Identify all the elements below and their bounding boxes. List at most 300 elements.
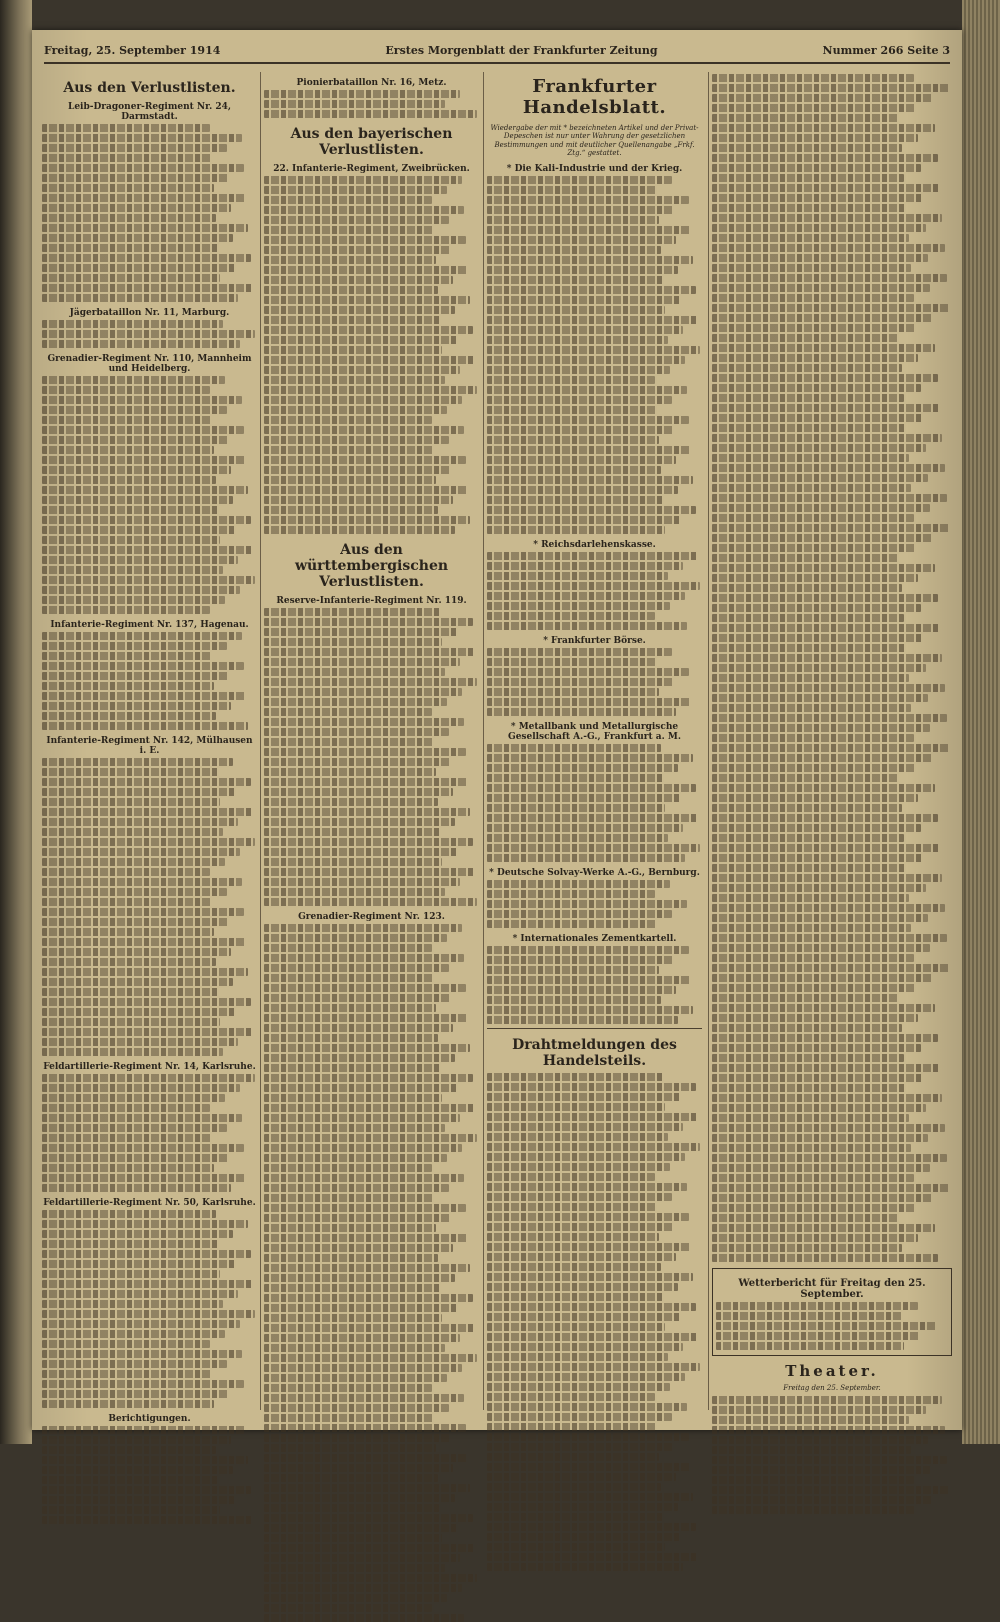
text-line	[264, 1104, 475, 1112]
section-heading: Feldartillerie-Regiment Nr. 14, Karlsruhe.	[43, 1062, 256, 1072]
text-line	[712, 344, 935, 352]
text-line	[487, 562, 683, 570]
article-heading: * Reichsdarlehenskasse.	[533, 539, 656, 550]
text-line	[42, 1300, 223, 1308]
section-heading: Pionierbataillon Nr. 16, Metz.	[296, 78, 447, 88]
text-line	[42, 1154, 229, 1162]
text-line	[264, 848, 458, 856]
text-line	[42, 396, 242, 404]
text-block	[42, 758, 257, 1056]
text-line	[712, 544, 916, 552]
text-line	[264, 1404, 449, 1412]
text-line	[712, 1104, 926, 1112]
text-line	[42, 486, 248, 494]
text-line	[42, 1104, 210, 1112]
section-heading: Infanterie-Regiment Nr. 142, Mülhausen i. E.	[46, 736, 253, 756]
text-line	[712, 954, 914, 962]
text-line	[264, 1234, 468, 1242]
text-line	[487, 426, 674, 434]
text-line	[712, 194, 923, 202]
text-line	[487, 1353, 668, 1361]
text-line	[264, 974, 434, 982]
text-line	[487, 186, 657, 194]
text-line	[712, 734, 914, 742]
text-line	[42, 768, 218, 776]
text-line	[264, 416, 432, 424]
article-heading: * Internationales Zementkartell.	[512, 933, 677, 944]
text-line	[264, 718, 464, 726]
text-line	[712, 1084, 906, 1092]
text-line	[264, 1084, 458, 1092]
text-line	[264, 1504, 440, 1512]
text-line	[42, 596, 225, 604]
text-line	[487, 1243, 691, 1251]
section-heading: Grenadier-Regiment Nr. 110, Mannheim und Heidelberg.	[47, 354, 252, 374]
text-line	[264, 924, 462, 932]
text-line	[264, 316, 440, 324]
text-line	[264, 336, 458, 344]
column-rule	[708, 72, 709, 1410]
text-block	[264, 608, 479, 906]
text-line	[264, 266, 468, 274]
text-line	[264, 888, 445, 896]
text-line	[712, 684, 945, 692]
text-line	[264, 376, 445, 384]
text-line	[264, 808, 470, 816]
text-line	[42, 1260, 236, 1268]
text-line	[712, 214, 942, 222]
text-line	[487, 1563, 683, 1571]
text-line	[712, 1014, 918, 1022]
text-line	[42, 878, 242, 886]
text-line	[712, 334, 899, 342]
text-line	[487, 814, 698, 822]
text-line	[487, 1123, 683, 1131]
text-line	[42, 204, 231, 212]
text-line	[712, 354, 918, 362]
text-line	[712, 124, 935, 132]
text-line	[487, 1373, 685, 1381]
text-line	[487, 1383, 670, 1391]
text-line	[487, 1453, 659, 1461]
text-line	[712, 1024, 902, 1032]
text-line	[487, 1403, 687, 1411]
text-line	[487, 552, 698, 560]
text-line	[42, 406, 227, 414]
text-line	[42, 426, 244, 434]
bavarian-losses-title: Aus den bayerischen Verlustlisten.	[290, 126, 453, 158]
text-line	[487, 1253, 676, 1261]
text-line	[487, 880, 670, 888]
text-line	[264, 758, 451, 766]
theater-title: Theater.	[785, 1362, 879, 1380]
text-line	[264, 1604, 432, 1612]
text-line	[42, 1360, 227, 1368]
text-line	[712, 234, 909, 242]
text-line	[264, 1024, 453, 1032]
text-line	[712, 274, 947, 282]
text-line	[712, 1114, 909, 1122]
text-line	[712, 714, 947, 722]
text-line	[487, 1523, 696, 1531]
text-line	[712, 674, 909, 682]
text-line	[264, 748, 466, 756]
text-line	[42, 446, 214, 454]
text-line	[487, 346, 700, 354]
text-line	[487, 784, 696, 792]
text-line	[712, 1034, 938, 1042]
text-line	[264, 1414, 434, 1422]
text-line	[42, 1496, 236, 1504]
text-line	[42, 576, 255, 584]
text-line	[716, 1332, 920, 1340]
text-line	[42, 928, 214, 936]
text-line	[42, 988, 218, 996]
text-line	[712, 504, 930, 512]
text-line	[712, 164, 921, 172]
text-line	[712, 864, 906, 872]
text-line	[487, 1493, 693, 1501]
text-line	[42, 712, 216, 720]
text-line	[487, 196, 689, 204]
text-line	[712, 484, 911, 492]
text-line	[264, 1164, 432, 1172]
text-line	[712, 694, 928, 702]
text-line	[712, 1064, 940, 1072]
text-line	[42, 476, 216, 484]
text-line	[487, 1433, 689, 1441]
text-line	[487, 1473, 676, 1481]
text-line	[264, 1474, 438, 1482]
text-line	[42, 1220, 248, 1228]
text-line	[487, 276, 663, 284]
text-line	[264, 1124, 445, 1132]
text-line	[487, 1173, 655, 1181]
text-line	[487, 824, 683, 832]
text-line	[264, 246, 451, 254]
text-line	[487, 456, 676, 464]
text-line	[487, 794, 681, 802]
text-line	[712, 284, 930, 292]
text-line	[487, 890, 655, 898]
text-line	[487, 804, 665, 812]
text-line	[264, 366, 460, 374]
text-line	[712, 554, 899, 562]
text-line	[487, 246, 661, 254]
text-line	[712, 404, 940, 412]
text-line	[42, 908, 244, 916]
text-line	[42, 566, 223, 574]
text-block	[264, 90, 479, 118]
text-line	[712, 1044, 921, 1052]
text-line	[487, 602, 670, 610]
text-line	[487, 1083, 696, 1091]
text-line	[712, 584, 902, 592]
text-line	[264, 1334, 460, 1342]
text-line	[42, 1174, 246, 1182]
text-line	[487, 854, 685, 862]
text-line	[712, 784, 935, 792]
text-line	[712, 324, 916, 332]
text-line	[712, 884, 926, 892]
text-line	[487, 1093, 681, 1101]
text-line	[712, 624, 940, 632]
section-heading: Jägerbataillon Nr. 11, Marburg.	[69, 308, 230, 318]
masthead-paper: Erstes Morgenblatt der Frankfurter Zeitung	[385, 44, 658, 57]
text-line	[487, 1503, 678, 1511]
text-line	[264, 1254, 438, 1262]
text-line	[264, 1224, 436, 1232]
text-line	[487, 1006, 693, 1014]
text-line	[42, 134, 242, 142]
text-line	[712, 944, 930, 952]
text-line	[264, 226, 434, 234]
text-line	[264, 1014, 468, 1022]
text-line	[42, 1436, 231, 1444]
text-line	[264, 1094, 442, 1102]
text-line	[42, 506, 218, 514]
text-line	[487, 1343, 683, 1351]
text-line	[264, 1154, 447, 1162]
text-line	[264, 176, 462, 184]
text-line	[712, 184, 940, 192]
column-1	[42, 72, 257, 1424]
text-line	[712, 394, 904, 402]
text-line	[264, 738, 434, 746]
text-line	[264, 1584, 462, 1592]
text-line	[712, 1144, 911, 1152]
text-line	[487, 612, 655, 620]
text-line	[264, 1264, 470, 1272]
text-line	[712, 764, 916, 772]
text-line	[712, 1506, 916, 1514]
text-line	[487, 744, 661, 752]
text-line	[487, 436, 659, 444]
text-line	[487, 1543, 665, 1551]
text-line	[716, 1322, 936, 1330]
text-line	[264, 296, 470, 304]
text-line	[487, 1153, 685, 1161]
text-line	[712, 1416, 909, 1424]
text-line	[264, 1384, 432, 1392]
text-line	[264, 818, 455, 826]
text-line	[487, 176, 672, 184]
text-line	[487, 764, 678, 772]
text-line	[42, 546, 253, 554]
text-line	[42, 436, 229, 444]
text-line	[487, 1483, 661, 1491]
text-line	[712, 1244, 902, 1252]
text-line	[487, 844, 700, 852]
text-line	[42, 526, 236, 534]
text-line	[264, 1454, 468, 1462]
text-line	[487, 1553, 698, 1561]
text-line	[42, 124, 210, 132]
text-line	[42, 224, 248, 232]
text-line	[712, 1486, 950, 1494]
text-line	[487, 1513, 663, 1521]
text-line	[712, 974, 933, 982]
article-heading: * Deutsche Solvay-Werke A.-G., Bernburg.	[489, 867, 700, 878]
text-line	[264, 608, 440, 616]
text-line	[487, 1283, 678, 1291]
text-line	[42, 1184, 231, 1192]
wuerttemberg-losses-title: Aus den württembergischen Verlustlisten.	[294, 542, 449, 590]
text-line	[487, 698, 691, 706]
text-line	[42, 1280, 253, 1288]
text-line	[712, 804, 902, 812]
text-line	[264, 100, 445, 108]
text-line	[42, 1114, 242, 1122]
text-line	[712, 1234, 918, 1242]
text-line	[42, 1230, 233, 1238]
text-line	[42, 1506, 220, 1514]
text-line	[487, 1333, 698, 1341]
text-line	[264, 326, 473, 334]
text-block	[42, 1210, 257, 1408]
text-line	[42, 184, 214, 192]
text-line	[42, 1340, 210, 1348]
text-line	[487, 386, 687, 394]
text-block	[42, 632, 257, 730]
text-line	[712, 854, 923, 862]
text-line	[712, 424, 906, 432]
text-line	[42, 1476, 218, 1484]
text-line	[712, 644, 906, 652]
text-block	[42, 320, 257, 348]
text-line	[487, 1443, 674, 1451]
text-line	[712, 1134, 928, 1142]
text-line	[712, 364, 902, 372]
text-line	[487, 466, 661, 474]
text-line	[487, 986, 676, 994]
text-line	[264, 1514, 473, 1522]
text-line	[712, 984, 916, 992]
text-line	[42, 978, 233, 986]
masthead	[44, 44, 950, 64]
text-line	[42, 918, 229, 926]
masthead-date: Freitag, 25. September 1914	[44, 44, 221, 57]
text-line	[42, 284, 253, 292]
text-line	[487, 1213, 689, 1221]
text-line	[712, 1164, 930, 1172]
text-line	[264, 446, 434, 454]
text-line	[487, 206, 674, 214]
text-line	[487, 668, 689, 676]
text-line	[42, 1426, 246, 1434]
text-line	[264, 1434, 451, 1442]
text-block	[487, 648, 702, 716]
text-line	[712, 1154, 947, 1162]
text-line	[42, 818, 238, 826]
text-line	[487, 216, 659, 224]
text-block	[42, 1074, 257, 1192]
text-line	[42, 1038, 238, 1046]
text-line	[264, 90, 460, 98]
telegrams-title: Drahtmeldungen des Handelsteils.	[512, 1036, 677, 1069]
text-line	[712, 104, 916, 112]
text-line	[712, 1406, 926, 1414]
text-line	[42, 642, 227, 650]
text-line	[42, 1390, 229, 1398]
text-line	[712, 604, 921, 612]
text-line	[712, 434, 942, 442]
text-line	[264, 356, 475, 364]
text-line	[42, 652, 212, 660]
text-line	[264, 698, 447, 706]
text-line	[487, 582, 700, 590]
text-line	[487, 1393, 655, 1401]
weather-report-box	[712, 1268, 952, 1356]
text-line	[712, 774, 899, 782]
text-line	[487, 946, 689, 954]
text-line	[712, 154, 938, 162]
text-line	[487, 1223, 674, 1231]
text-line	[487, 376, 655, 384]
text-line	[264, 878, 460, 886]
text-line	[487, 336, 668, 344]
text-line	[42, 1486, 251, 1494]
text-line	[264, 1194, 434, 1202]
text-line	[42, 386, 210, 394]
text-line	[264, 426, 464, 434]
divider	[487, 1028, 702, 1029]
text-line	[42, 1134, 212, 1142]
text-line	[487, 476, 693, 484]
text-line	[42, 1310, 255, 1318]
article-heading: * Die Kali-Industrie und der Krieg.	[506, 163, 683, 174]
text-line	[487, 658, 657, 666]
text-line	[712, 1194, 933, 1202]
text-line	[42, 144, 227, 152]
text-line	[264, 798, 438, 806]
text-line	[264, 436, 449, 444]
text-line	[487, 366, 670, 374]
text-line	[487, 356, 685, 364]
text-block	[487, 946, 702, 1024]
text-line	[712, 524, 950, 532]
text-line	[487, 406, 657, 414]
text-line	[487, 1533, 681, 1541]
text-line	[712, 134, 918, 142]
text-line	[264, 1074, 473, 1082]
text-line	[264, 286, 438, 294]
text-line	[712, 794, 918, 802]
text-line	[487, 592, 685, 600]
text-line	[42, 330, 255, 338]
text-line	[487, 296, 681, 304]
text-line	[712, 474, 928, 482]
text-line	[487, 996, 661, 1004]
text-line	[42, 848, 240, 856]
text-line	[42, 1124, 227, 1132]
text-line	[487, 1163, 670, 1171]
text-line	[42, 1028, 253, 1036]
weather-title: Wetterbericht für Freitag den 25. September.	[738, 1278, 926, 1300]
text-line	[42, 320, 223, 328]
text-line	[712, 1436, 928, 1444]
text-line	[264, 486, 468, 494]
text-line	[487, 1413, 672, 1421]
text-line	[42, 1250, 251, 1258]
text-line	[264, 868, 475, 876]
text-line	[42, 1144, 244, 1152]
text-line	[264, 728, 449, 736]
text-line	[264, 1114, 460, 1122]
text-line	[264, 1324, 475, 1332]
text-line	[712, 454, 909, 462]
text-line	[42, 174, 229, 182]
